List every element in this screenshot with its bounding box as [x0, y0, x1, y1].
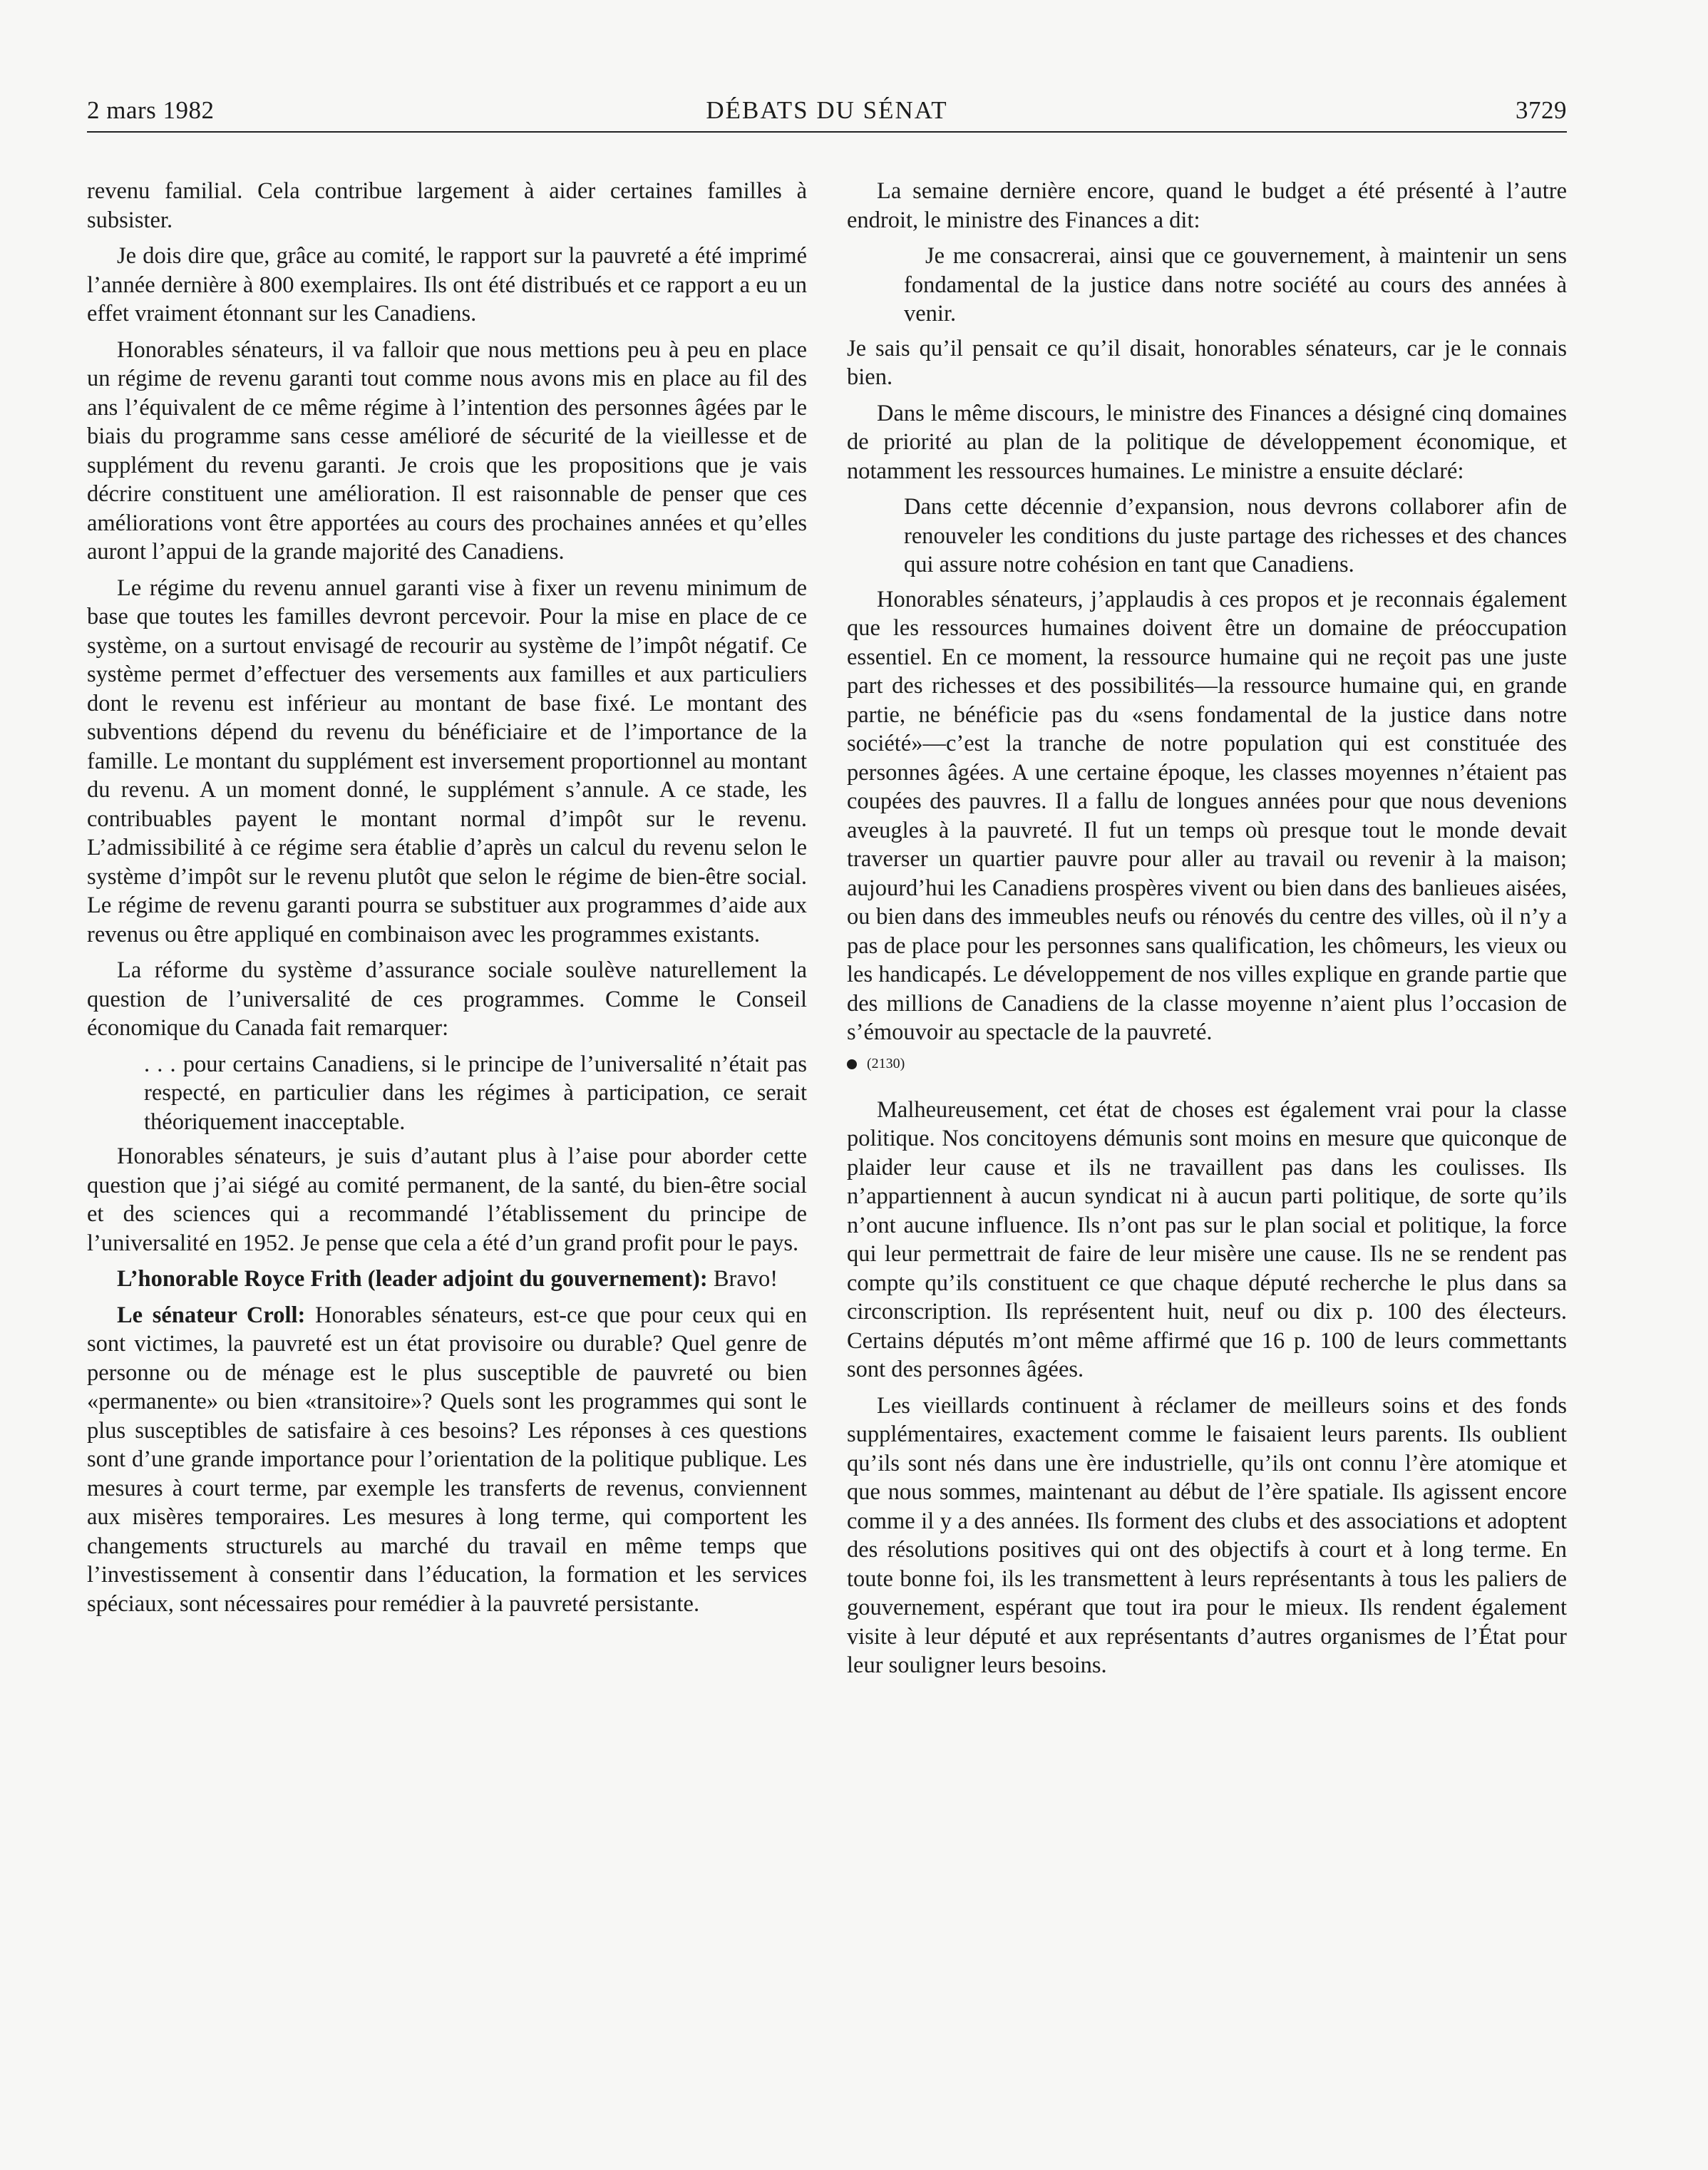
paragraph: revenu familial. Cela contribue largement à aider certaines familles à subsister.: [87, 178, 807, 233]
paragraph: Dans le même discours, le ministre des Finances a désigné cinq domaines de priorité au plan de la politique de développement économique, et notamment les ressources humaines. Le ministre a ensuite déclaré:: [847, 400, 1567, 484]
paragraph: Le régime du revenu annuel garanti vise à fixer un revenu minimum de base que toutes les familles devront percevoir. Pour la mise en place de ce système, on a surtout envisagé de recourir au système de l’impôt négatif. Ce système permet d’effectuer des versements aux familles et aux particuliers dont le revenu est inférieur au montant de base fixé. Le montant des subventions dépend du revenu du bénéficiaire et de l’importance de la famille. Le montant du supplément est inversement proportionnel au montant du revenu. A un moment donné, le supplément s’annule. A ce stade, les contribuables payent le montant normal d’impôt sur le revenu. L’admissibilité à ce régime sera établie d’après un calcul du revenu selon le système d’impôt sur le revenu plutôt que selon le régime de bien-être social. Le régime de revenu garanti pourra se substituer aux programmes d’aide aux revenus ou être appliqué en combinaison avec les programmes existants.: [87, 575, 807, 947]
header-rule: [87, 131, 1567, 133]
block-quote: . . . pour certains Canadiens, si le principe de l’universalité n’était pas respecté, en particulier dans les régimes à participation, ce serait théoriquement inacceptable.: [144, 1051, 807, 1135]
speech-paragraph: [87, 1265, 807, 1294]
block-quote: Dans cette décennie d’expansion, nous devrons collaborer afin de renouveler les conditions du juste partage des richesses et des chances qui assure notre cohésion en tant que Canadiens.: [904, 494, 1567, 577]
time-marker-text: (2130): [867, 1056, 905, 1072]
paragraph: Honorables sénateurs, il va falloir que nous mettions peu à peu en place un régime de revenu garanti tout comme nous avons mis en place au fil des ans l’équivalent de ce même régime à l’intention des personnes âgées par le biais du programme sans cesse amélioré de sécurité de la vieillesse et de supplément du revenu garanti. Je crois que les propositions que je vais décrire constituent une amélioration. Il est raisonnable de penser que ces améliorations vont être apportées au cours des prochaines années et qu’elles auront l’appui de la grande majorité des Canadiens.: [87, 336, 807, 565]
speaker-name: Le sénateur Croll:: [117, 1302, 306, 1328]
speech-paragraph: [87, 1301, 807, 1619]
speaker-name: L’honorable Royce Frith (leader adjoint du gouvernement):: [117, 1266, 708, 1292]
time-marker: [847, 1054, 1567, 1074]
paragraph: La semaine dernière encore, quand le budget a été présenté à l’autre endroit, le ministre des Finances a dit:: [847, 178, 1567, 233]
right-column: [847, 177, 1567, 1687]
speech-text: Bravo!: [713, 1266, 778, 1292]
header-title: DÉBATS DU SÉNAT: [706, 96, 948, 124]
paragraph: La réforme du système d’assurance sociale soulève naturellement la question de l’universalité de ces programmes. Comme le Conseil économique du Canada fait remarquer:: [87, 957, 807, 1041]
header-date: 2 mars 1982: [87, 96, 215, 124]
left-column: [87, 177, 807, 1625]
paragraph: Je dois dire que, grâce au comité, le rapport sur la pauvreté a été imprimé l’année dernière à 800 exemplaires. Ils ont été distribués et ce rapport a eu un effet vraiment étonnant sur les Canadiens.: [87, 243, 807, 326]
paragraph: Malheureusement, cet état de choses est également vrai pour la classe politique. Nos concitoyens démunis sont moins en mesure que quiconque de plaider leur cause et ils ne travaillent pas dans les coulisses. Ils n’appartiennent à aucun syndicat ni à aucun parti politique, de sorte qu’ils n’ont aucune influence. Ils n’ont pas sur le plan social et politique, la force qui leur permettrait de faire de leur misère une cause. Ils ne se rendent pas compte qu’ils constituent ce que chaque député recherche le plus dans sa circonscription. Ils représentent huit, neuf ou dix p. 100 des électeurs. Certains députés m’ont même affirmé que 16 p. 100 de leurs commettants sont des personnes âgées.: [847, 1096, 1567, 1382]
paragraph: Honorables sénateurs, je suis d’autant plus à l’aise pour aborder cette question que j’ai siégé au comité permanent, de la santé, du bien-être social et des sciences qui a recommandé l’établissement du principe de l’universalité en 1952. Je pense que cela a été d’un grand profit pour le pays.: [87, 1143, 807, 1256]
paragraph: Je sais qu’il pensait ce qu’il disait, honorables sénateurs, car je le connais bien.: [847, 335, 1567, 390]
block-quote: Je me consacrerai, ainsi que ce gouvernement, à maintenir un sens fondamental de la justice dans notre société au cours des années à venir.: [904, 243, 1567, 326]
paragraph: Honorables sénateurs, j’applaudis à ces propos et je reconnais également que les ressources humaines doivent être un domaine de préoccupation essentiel. En ce moment, la ressource humaine qui ne reçoit pas une juste part des richesses et des possibilités—la ressource humaine qui, en grande partie, ne bénéficie pas du «sens fondamental de la justice dans notre société»—c’est la tranche de notre population qui est constituée des personnes âgées. A une certaine époque, les classes moyennes n’étaient pas coupées des pauvres. Il a fallu de longues années pour que nous devenions aveugles à la pauvreté. Il fut un temps où presque tout le monde devait traverser un quartier pauvre pour aller au travail ou revenir à la maison; aujourd’hui les Canadiens prospères vivent ou bien dans des banlieues aisées, ou bien dans des immeubles neufs ou rénovés du centre des villes, où il n’y a pas de place pour les personnes sans qualification, les chômeurs, les vieux ou les handicapés. Le développement de nos villes explique en grande partie que des millions de Canadiens de la classe moyenne n’aient plus l’occasion de s’émouvoir au spectacle de la pauvreté.: [847, 586, 1567, 1045]
speech-text: Honorables sénateurs, est-ce que pour ceux qui en sont victimes, la pauvreté est un état provisoire ou durable? Quel genre de personne ou de ménage est le plus susceptible de pauvreté ou bien «permanente» ou bien «transitoire»? Quels sont les programmes qui sont le plus susceptibles de satisfaire à ces besoins? Les réponses à ces questions sont d’une grande importance pour l’orientation de la politique publique. Les mesures à court terme, par exemple les transferts de revenus, conviennent aux misères temporaires. Les mesures à long terme, qui comportent les changements structurels au marché du travail en même temps que l’investissement à consentir dans l’éducation, la formation et les services spéciaux, sont nécessaires pour remédier à la pauvreté persistante.: [87, 1302, 807, 1617]
header-page-number: 3729: [1516, 96, 1567, 124]
page-header: [87, 90, 1567, 131]
paragraph: Les vieillards continuent à réclamer de meilleurs soins et des fonds supplémentaires, exactement comme le faisaient leurs parents. Ils oublient qu’ils sont nés dans une ère industrielle, qu’ils ont connu l’ère atomique et que nous sommes, maintenant au début de l’ère spatiale. Ils agissent encore comme il y a des années. Ils forment des clubs et des associations et adoptent des résolutions positives qui ont des objectifs à court et à long terme. En toute bonne foi, ils les transmettent à leurs représentants à tous les paliers de gouvernement, espérant que tout ira pour le mieux. Ils rendent également visite à leur député et aux représentants d’autres organismes de l’État pour leur souligner leurs besoins.: [847, 1392, 1567, 1678]
bullet-icon: [847, 1059, 857, 1069]
